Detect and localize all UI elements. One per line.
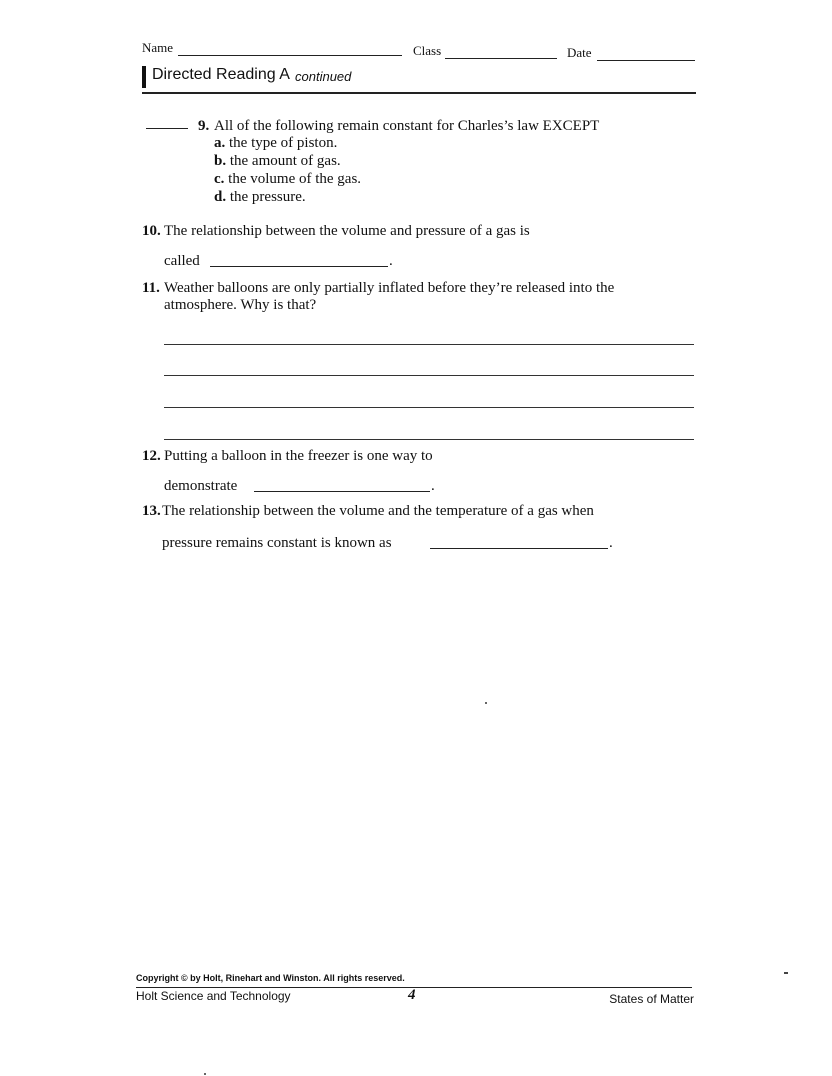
footer	[136, 973, 694, 1013]
section-title: Directed Reading A	[152, 66, 290, 83]
q10-cont: called	[164, 253, 200, 269]
footer-chapter: States of Matter	[609, 992, 694, 1006]
q9-options	[214, 134, 514, 206]
q9-option-text: the type of piston.	[229, 135, 338, 151]
q9-option-letter: c.	[214, 171, 225, 187]
q11-text-line1: Weather balloons are only partially inflated before they’re released into the	[164, 280, 615, 296]
footer-book: Holt Science and Technology	[136, 989, 291, 1003]
q9-answer-blank[interactable]	[146, 117, 188, 129]
q11-answer-line-4[interactable]	[164, 439, 694, 440]
name-label: Name	[142, 40, 174, 55]
q12-answer-blank[interactable]	[254, 477, 430, 492]
q11-text-line2: atmosphere. Why is that?	[164, 297, 317, 313]
q11-number: 11.	[142, 280, 160, 296]
q9-number: 9.	[198, 118, 210, 134]
q12-text: Putting a balloon in the freezer is one way to	[164, 448, 433, 464]
q13-cont: pressure remains constant is known as	[162, 535, 392, 551]
q13-number: 13.	[142, 503, 161, 519]
q9-option-letter: d.	[214, 189, 227, 205]
q13-answer-blank[interactable]	[430, 534, 608, 549]
q9-option-text: the amount of gas.	[229, 153, 341, 169]
title-marker	[142, 66, 146, 88]
section-continued: continued	[295, 69, 352, 84]
q9-option-c	[214, 170, 514, 188]
q9-option-letter: b.	[214, 153, 227, 169]
date-field[interactable]	[597, 44, 695, 61]
title-rule	[142, 92, 696, 94]
q9-option-letter: a.	[214, 135, 226, 151]
q13-end: .	[609, 535, 613, 551]
scan-speck	[204, 1073, 206, 1075]
scan-speck	[485, 702, 487, 704]
q13-text: The relationship between the volume and the temperature of a gas when	[162, 503, 594, 519]
page-number: 4	[408, 987, 416, 1003]
q9-option-text: the volume of the gas.	[228, 171, 362, 187]
date-label: Date	[567, 45, 592, 60]
q11-answer-line-3[interactable]	[164, 407, 694, 408]
copyright: Copyright © by Holt, Rinehart and Winston. All rights reserved.	[136, 973, 405, 983]
name-field[interactable]	[178, 38, 402, 56]
q11-answer-line-2[interactable]	[164, 375, 694, 376]
q12-number: 12.	[142, 448, 161, 464]
q9-option-b	[214, 152, 514, 170]
q10-answer-blank[interactable]	[210, 252, 388, 267]
q10-end: .	[389, 253, 393, 269]
q9-option-a	[214, 134, 514, 152]
q10-text: The relationship between the volume and pressure of a gas is	[164, 223, 530, 239]
q11-answer-line-1[interactable]	[164, 344, 694, 345]
section-title-bar	[142, 64, 696, 94]
scan-speck	[784, 972, 788, 974]
class-label: Class	[413, 43, 442, 58]
q12-cont: demonstrate	[164, 478, 238, 494]
q9-text: All of the following remain constant for Charles’s law EXCEPT	[214, 118, 600, 134]
q9-option-d	[214, 188, 514, 206]
q12-end: .	[431, 478, 435, 494]
q10-number: 10.	[142, 223, 161, 239]
class-field[interactable]	[445, 42, 557, 59]
header-fields	[142, 38, 698, 60]
q9-option-text: the pressure.	[229, 189, 306, 205]
